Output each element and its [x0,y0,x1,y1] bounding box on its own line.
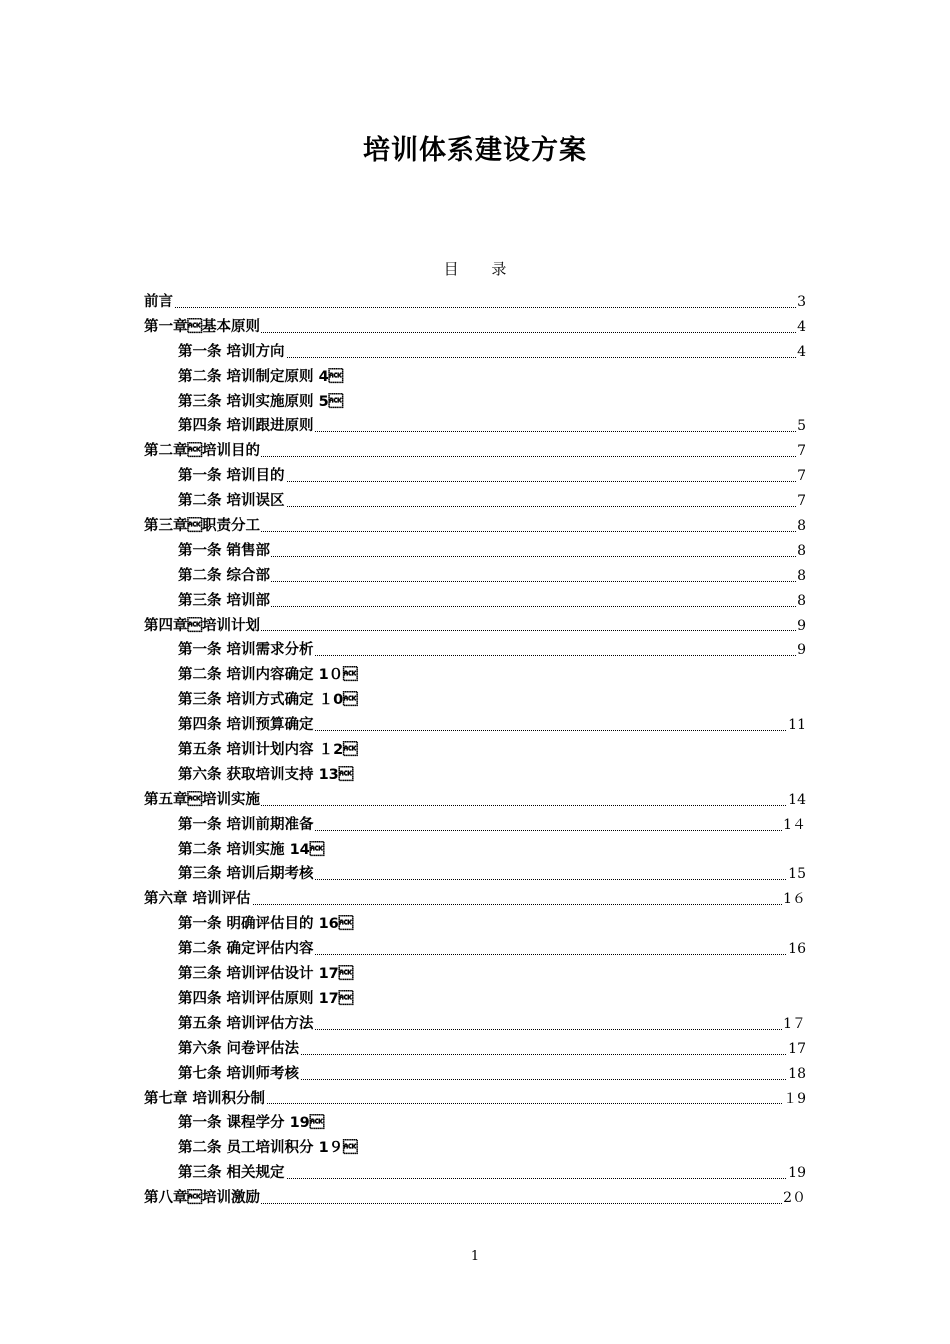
toc-entry-label: 第四条 培训预算确定 [178,717,314,734]
toc-entry-label: 第一条 培训需求分析 [178,642,314,659]
dot-leader [178,556,806,557]
toc-entry-label: 第三章职责分工 [144,518,260,535]
toc-entry-chapter[interactable] [144,1186,806,1211]
toc-entry-chapter[interactable] [144,290,806,315]
toc-entry-label: 第三条 培训评估设计 17 [178,966,354,983]
toc-entry-article[interactable] [144,1037,806,1062]
toc-entry-page: 8 [796,564,806,589]
toc-entry-article[interactable] [144,862,806,887]
toc-entry-page: 1４ [782,813,806,838]
toc-entry-article[interactable] [144,464,806,489]
toc-entry-label: 第七条 培训师考核 [178,1065,300,1082]
toc-entry-page: 4 [796,315,806,340]
toc-entry-label: 第二条 确定评估内容 [178,941,314,958]
toc-entry-page: 7 [796,464,806,489]
toc-entry-chapter[interactable] [144,439,806,464]
toc-entry-article[interactable] [144,589,806,614]
toc-entry-chapter[interactable] [144,315,806,340]
toc-entry-page: 9 [796,638,806,663]
toc-entry-article[interactable] [144,838,806,863]
toc-entry-article[interactable] [144,688,806,713]
toc-entry-article[interactable] [144,738,806,763]
toc-entry-article[interactable] [144,937,806,962]
table-of-contents [144,290,806,1211]
toc-entry-label: 第三条 相关规定 [178,1165,285,1182]
toc-entry-label: 第三条 培训方式确定 １0 [178,692,358,709]
toc-entry-page: 9 [796,614,806,639]
toc-entry-label: 第六章 培训评估 [144,891,251,908]
dot-leader [178,606,806,607]
toc-entry-page: 8 [796,589,806,614]
toc-entry-label: 第一条 销售部 [178,542,271,559]
toc-entry-label: 前言 [144,294,173,310]
toc-entry-label: 第五条 培训计划内容 １2 [178,742,358,759]
toc-entry-article[interactable] [144,813,806,838]
toc-entry-article[interactable] [144,489,806,514]
toc-entry-label: 第二条 培训实施 14 [178,841,325,858]
toc-entry-page: 4 [796,340,806,365]
toc-entry-chapter[interactable] [144,514,806,539]
toc-entry-label: 第一条 课程学分 19 [178,1115,325,1132]
toc-entry-article[interactable] [144,539,806,564]
toc-entry-article[interactable] [144,564,806,589]
toc-entry-label: 第四条 培训评估原则 17 [178,990,354,1007]
toc-entry-chapter[interactable] [144,788,806,813]
toc-entry-label: 第七章 培训积分制 [144,1090,266,1107]
toc-entry-page: 5 [796,414,806,439]
toc-entry-article[interactable] [144,987,806,1012]
toc-entry-label: 第三条 培训后期考核 [178,866,314,883]
toc-entry-label: 第六条 问卷评估法 [178,1040,300,1057]
toc-entry-article[interactable] [144,340,806,365]
toc-entry-label: 第六条 获取培训支持 13 [178,766,354,783]
toc-entry-page: 15 [787,862,806,887]
toc-entry-chapter[interactable] [144,1087,806,1112]
toc-entry-page: 7 [796,489,806,514]
toc-entry-article[interactable] [144,1062,806,1087]
toc-entry-label: 第二条 培训误区 [178,493,285,510]
toc-entry-label: 第一条 培训方向 [178,343,285,360]
toc-entry-article[interactable] [144,390,806,415]
dot-leader [178,581,806,582]
toc-entry-page: 3 [796,290,806,315]
toc-entry-article[interactable] [144,638,806,663]
toc-entry-page: 8 [796,514,806,539]
toc-entry-page: 16 [787,937,806,962]
toc-entry-article[interactable] [144,763,806,788]
toc-entry-label: 第二条 综合部 [178,567,271,584]
toc-entry-chapter[interactable] [144,614,806,639]
toc-entry-label: 第五章培训实施 [144,791,260,808]
toc-entry-page: 7 [796,439,806,464]
toc-entry-page: 19 [787,1161,806,1186]
toc-entry-article[interactable] [144,1161,806,1186]
toc-entry-label: 第三条 培训部 [178,592,271,609]
toc-entry-label: 第一章基本原则 [144,318,260,335]
toc-entry-label: 第八章培训激励 [144,1190,260,1207]
toc-entry-article[interactable] [144,365,806,390]
document-title: 培训体系建设方案 [363,135,587,166]
toc-entry-chapter[interactable] [144,887,806,912]
toc-entry-article[interactable] [144,713,806,738]
toc-entry-label: 第五条 培训评估方法 [178,1015,314,1032]
toc-entry-page: 1７ [782,1012,806,1037]
toc-entry-label: 第二条 员工培训积分 1９ [178,1140,358,1157]
toc-entry-label: 第二条 培训内容确定 1０ [178,667,358,684]
toc-entry-page: 2０ [782,1186,806,1211]
toc-entry-label: 第四条 培训跟进原则 [178,418,314,435]
toc-entry-label: 第一条 培训目的 [178,468,285,485]
toc-entry-article[interactable] [144,663,806,688]
toc-entry-article[interactable] [144,1012,806,1037]
toc-entry-article[interactable] [144,962,806,987]
toc-entry-label: 第二章培训目的 [144,443,260,460]
toc-entry-page: 11 [787,713,806,738]
toc-entry-article[interactable] [144,1111,806,1136]
toc-entry-page: 1６ [782,887,806,912]
toc-entry-page: １9 [782,1087,806,1112]
toc-entry-label: 第一条 培训前期准备 [178,816,314,833]
toc-entry-label: 第三条 培训实施原则 5 [178,393,344,410]
toc-entry-label: 第四章培训计划 [144,617,260,634]
toc-entry-article[interactable] [144,1136,806,1161]
toc-entry-page: 14 [787,788,806,813]
page-number: 1 [470,1249,480,1264]
toc-entry-article[interactable] [144,912,806,937]
toc-entry-page: 18 [787,1062,806,1087]
toc-entry-article[interactable] [144,414,806,439]
toc-entry-label: 第二条 培训制定原则 4 [178,368,344,385]
toc-entry-label: 第一条 明确评估目的 16 [178,916,354,933]
toc-entry-page: 17 [787,1037,806,1062]
toc-heading: 目 录 [443,260,507,278]
toc-entry-page: 8 [796,539,806,564]
dot-leader [144,307,806,308]
